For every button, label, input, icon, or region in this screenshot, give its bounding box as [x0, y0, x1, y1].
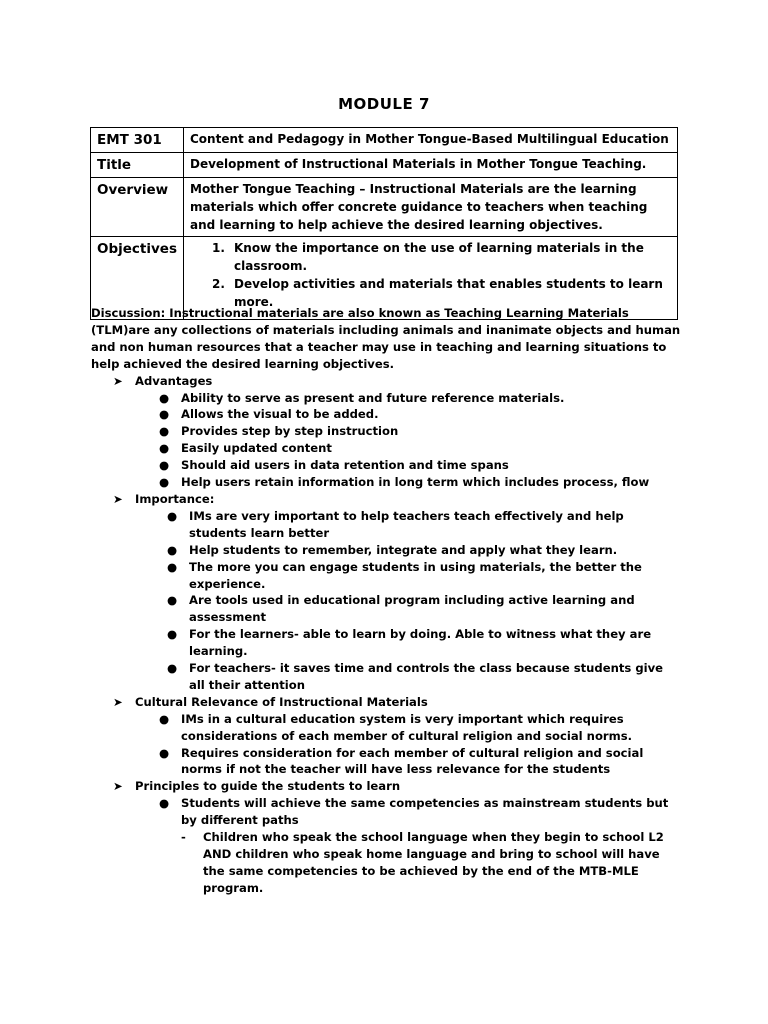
item-text: Help users retain information in long term which includes process, flow: [181, 475, 650, 490]
item-text: Children who speak the school language when they begin to school L2 AND children who speak home language and bring to school will have the same competencies to be achieved by the end of the MTB-MLE program.: [203, 830, 664, 895]
item-text: Provides step by step instruction: [181, 424, 399, 439]
bullet-icon: ●: [159, 745, 170, 760]
item-text: Should aid users in data retention and time spans: [181, 458, 509, 473]
row-value: Development of Instructional Materials in Mother Tongue Teaching.: [184, 153, 678, 178]
item-text: Requires consideration for each member of cultural religion and social norms if not the teacher will have less relevance for the students: [181, 745, 644, 777]
bullet-icon: ●: [159, 407, 170, 422]
list-item: [91, 542, 681, 559]
section-heading: [91, 373, 681, 390]
list-item: [91, 829, 681, 897]
arrow-bullet-icon: ➤: [113, 373, 123, 388]
item-text: Know the importance on the use of learning materials in the classroom.: [234, 241, 644, 273]
list-item: [91, 406, 681, 423]
item-text: Develop activities and materials that enables students to learn more.: [234, 277, 663, 309]
item-text: IMs are very important to help teachers teach effectively and help students learn better: [189, 508, 624, 540]
item-text: IMs in a cultural education system is very important which requires considerations of each member of cultural religion and social norms.: [181, 711, 633, 743]
list-item: [91, 745, 681, 779]
item-text: For teachers- it saves time and controls the class because students give all their attention: [189, 661, 664, 692]
bullet-icon: ●: [159, 458, 170, 473]
module-title: MODULE 7: [338, 95, 430, 113]
table-row: [91, 128, 678, 153]
row-value: Content and Pedagogy in Mother Tongue-Based Multilingual Education: [184, 128, 678, 153]
section-heading-text: Principles to guide the students to learn: [135, 779, 401, 794]
discussion-paragraph: Discussion: Instructional materials are also known as Teaching Learning Materials (TLM)are any collections of materials including animals and inanimate objects and human and non human resources that a teacher may use in teaching and learning situations to help achieved the desired learning objectives.: [91, 306, 681, 371]
arrow-bullet-icon: ➤: [113, 694, 123, 709]
item-number: 1.: [212, 241, 225, 255]
list-item: [91, 711, 681, 745]
row-value: Mother Tongue Teaching – Instructional Materials are the learning materials which offer concrete guidance to teachers when teaching and learning to help achieve the desired learning objectives.: [184, 178, 678, 237]
list-item: [91, 390, 681, 407]
module-info-table: [90, 127, 678, 320]
list-item: [190, 239, 671, 275]
bullet-icon: ●: [167, 661, 178, 676]
arrow-bullet-icon: ➤: [113, 779, 123, 794]
bullet-icon: ●: [159, 711, 170, 726]
list-item: [91, 474, 681, 491]
section-heading: [91, 491, 681, 508]
list-item: [91, 660, 681, 694]
bullet-icon: ●: [159, 424, 170, 439]
item-number: 2.: [212, 277, 225, 291]
bullet-icon: ●: [167, 593, 178, 608]
list-item: [91, 457, 681, 474]
list-item: [91, 592, 681, 626]
list-item: [91, 440, 681, 457]
arrow-bullet-icon: ➤: [113, 491, 123, 506]
item-text: Ability to serve as present and future reference materials.: [181, 390, 565, 405]
list-item: [91, 795, 681, 829]
section-heading-text: Cultural Relevance of Instructional Materials: [135, 694, 428, 709]
row-label: Title: [91, 153, 184, 178]
item-text: The more you can engage students in using materials, the better the experience.: [189, 559, 642, 591]
list-item: [91, 559, 681, 593]
section-heading: [91, 694, 681, 711]
row-label: Objectives: [91, 237, 184, 320]
section-heading: [91, 778, 681, 795]
item-text: Students will achieve the same competencies as mainstream students but by different paths: [181, 796, 669, 828]
bullet-icon: ●: [159, 796, 170, 811]
bullet-icon: ●: [167, 542, 178, 557]
section-heading-text: Importance:: [135, 491, 215, 506]
bullet-icon: ●: [167, 508, 178, 523]
bullet-icon: ●: [167, 559, 178, 574]
item-text: Help students to remember, integrate and apply what they learn.: [189, 542, 618, 557]
item-text: For the learners- able to learn by doing. Able to witness what they are learning.: [189, 627, 652, 659]
list-item: [91, 508, 681, 542]
bullet-icon: ●: [159, 475, 170, 490]
document-body: [91, 305, 681, 897]
list-item: [91, 626, 681, 660]
table-row: [91, 178, 678, 237]
table-row: [91, 153, 678, 178]
section-heading-text: Advantages: [135, 373, 213, 388]
list-item: [91, 423, 681, 440]
item-text: Are tools used in educational program including active learning and assessment: [189, 593, 635, 625]
item-text: Easily updated content: [181, 441, 332, 456]
row-label: EMT 301: [91, 128, 184, 153]
bullet-icon: ●: [159, 441, 170, 456]
dash-bullet-icon: -: [181, 830, 186, 845]
bullet-icon: ●: [167, 627, 178, 642]
bullet-icon: ●: [159, 390, 170, 405]
row-label: Overview: [91, 178, 184, 237]
item-text: Allows the visual to be added.: [181, 407, 379, 422]
